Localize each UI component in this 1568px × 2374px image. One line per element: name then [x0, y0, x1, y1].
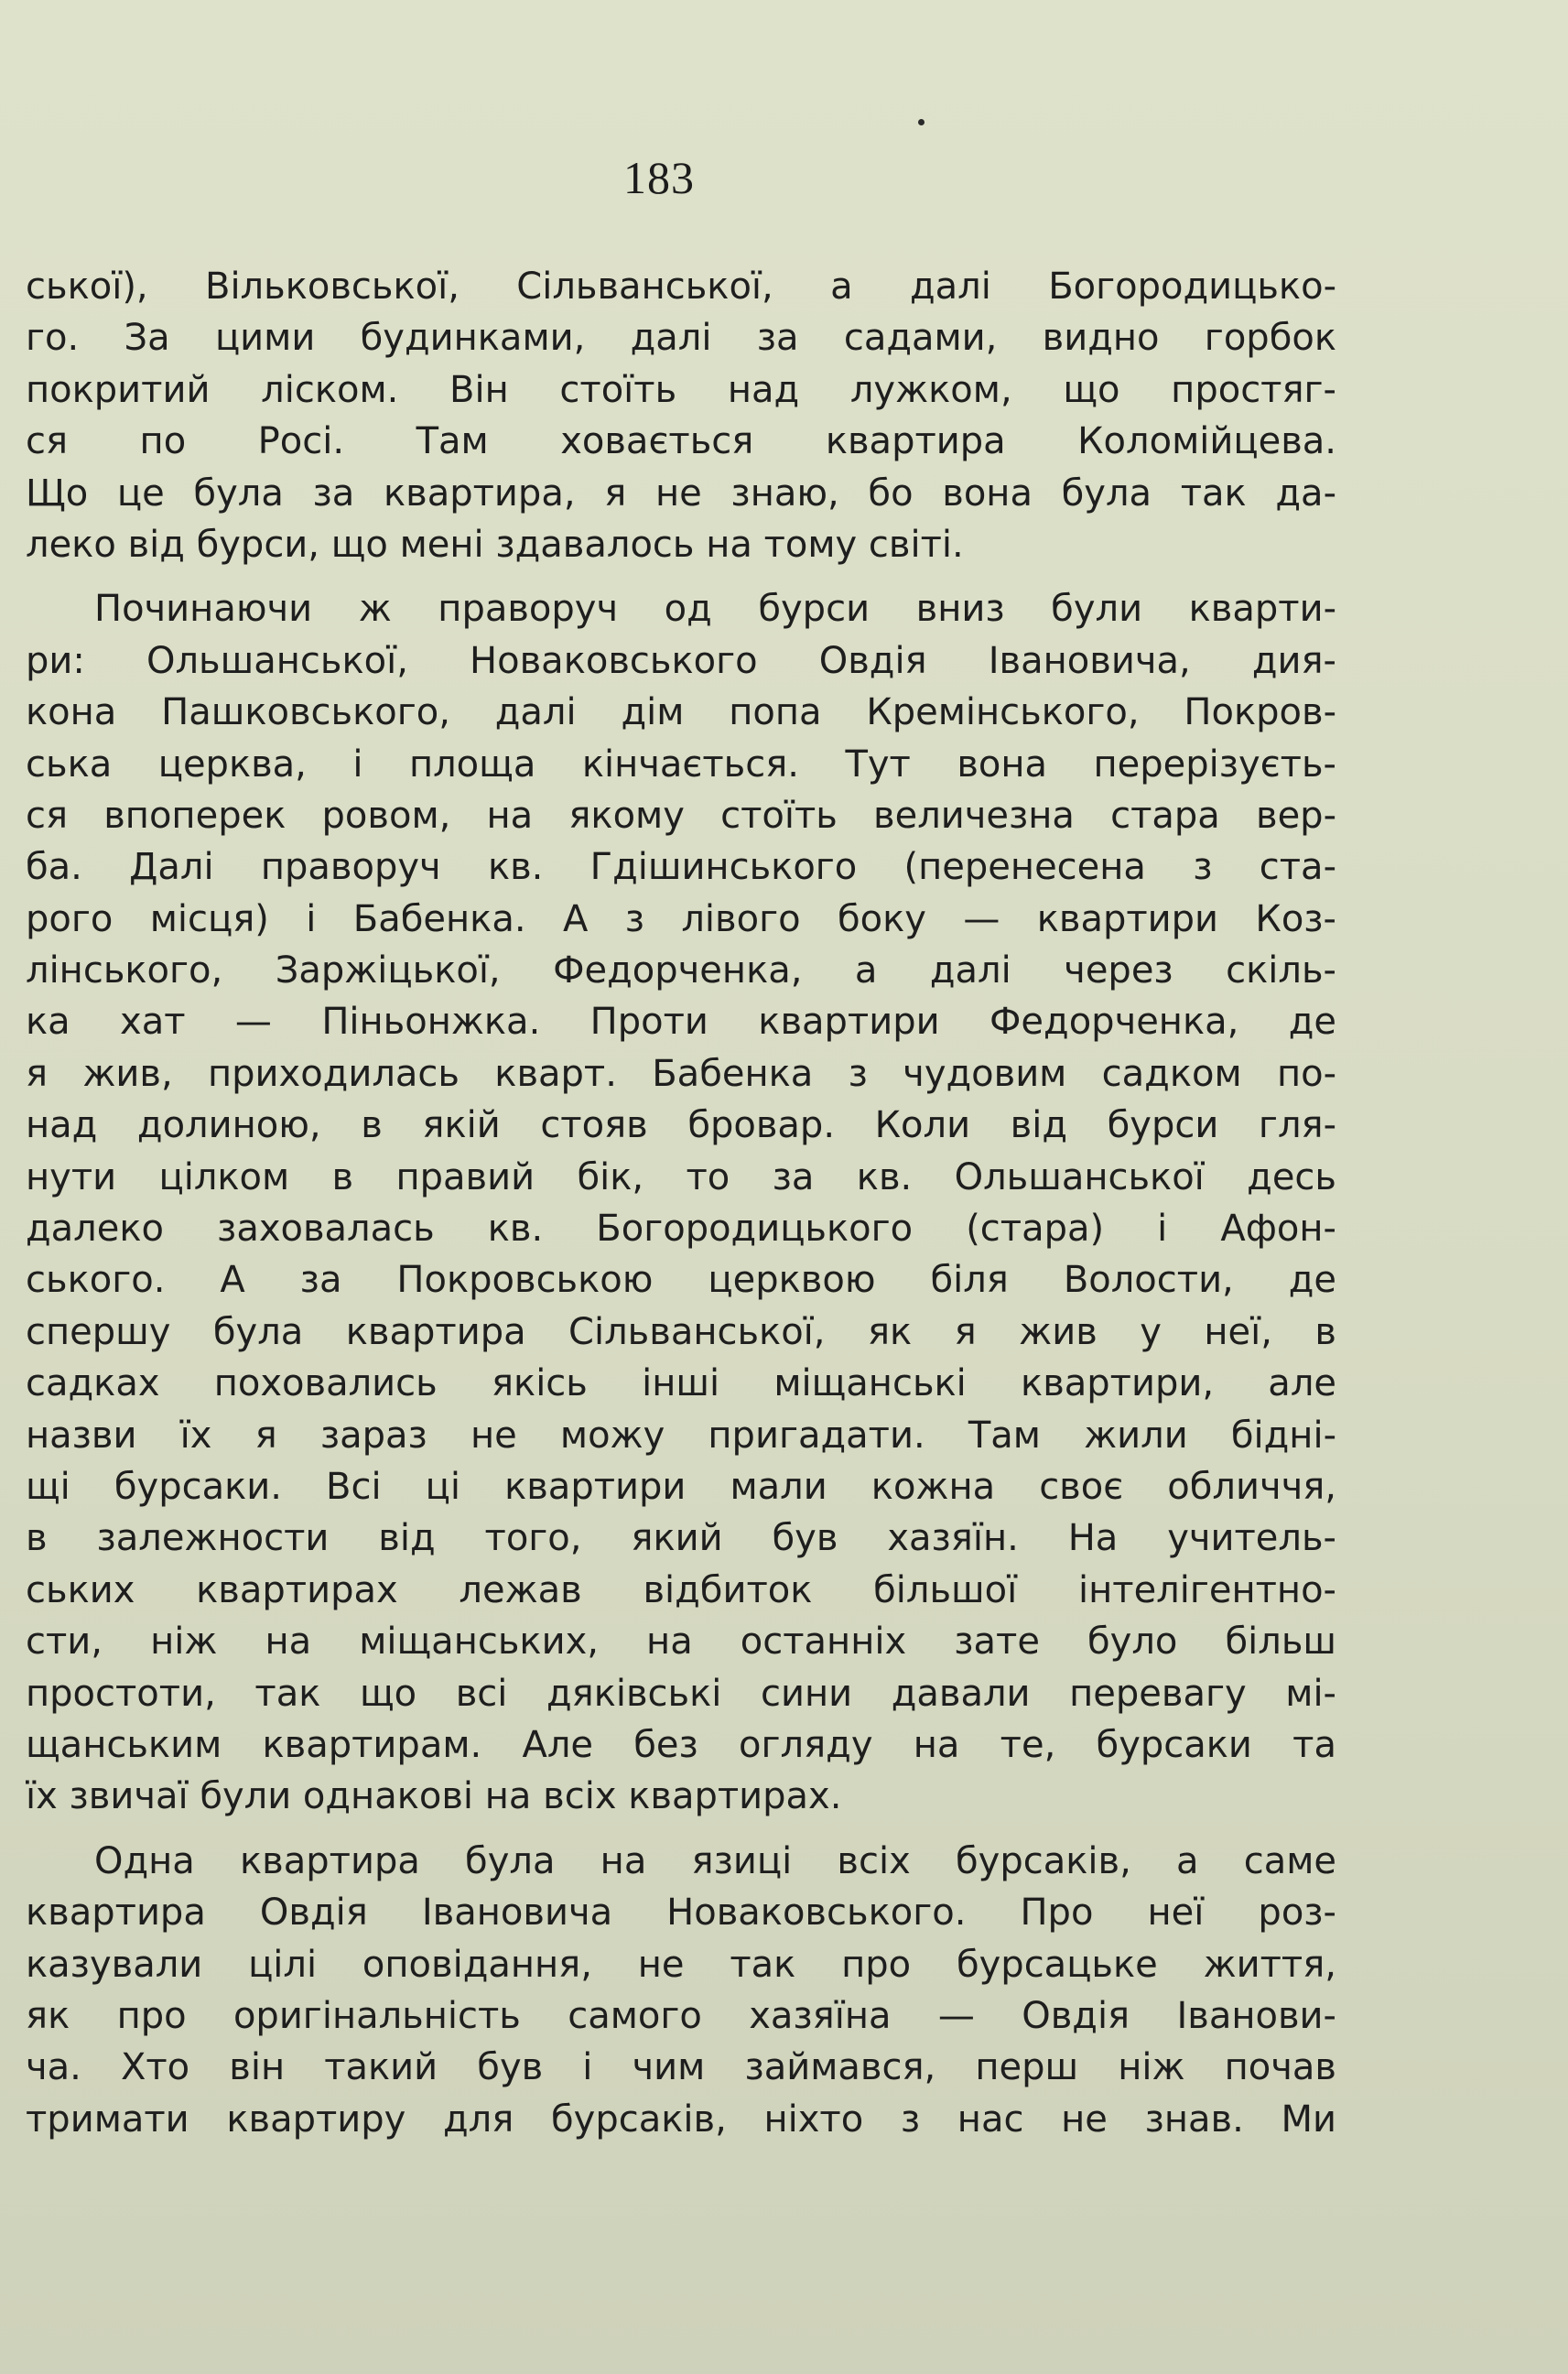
text-line: Починаючи ж праворуч од бурси вниз були кварти-	[94, 588, 1336, 631]
text-line: тримати квартиру для бурсаків, ніхто з нас не знав. Ми	[26, 2098, 1336, 2141]
text-line: го. За цими будинками, далі за садами, видно горбок	[26, 317, 1336, 360]
paragraph	[26, 1836, 1336, 2145]
text-line: в залежности від того, який був хазяїн. На учитель-	[26, 1517, 1336, 1560]
text-line: нути цілком в правий бік, то за кв. Ольшанської десь	[26, 1155, 1336, 1198]
text-line: над долиною, в якій стояв бровар. Коли від бурси гля-	[26, 1104, 1336, 1147]
text-line: садках поховались якісь інші міщанські квартири, але	[26, 1362, 1336, 1405]
text-line: покритий ліском. Він стоїть над лужком, що простяг-	[26, 368, 1336, 411]
text-line: щі бурсаки. Всі ці квартири мали кожна своє обличчя,	[26, 1465, 1336, 1508]
text-line: Що це була за квартира, я не знаю, бо вона була так да-	[26, 472, 1336, 515]
text-line: ба. Далі праворуч кв. Гдішинського (перенесена з ста-	[26, 846, 1336, 889]
text-line: щанським квартирам. Але без огляду на те, бурсаки та	[26, 1723, 1336, 1766]
text-line: ська церква, і площа кінчається. Тут вона перерізуєть-	[26, 743, 1336, 786]
paragraph	[26, 583, 1336, 1822]
text-line: простоти, так що всі дяківські сини давали перевагу мі-	[26, 1672, 1336, 1715]
text-line: я жив, приходилась кварт. Бабенка з чудовим садком по-	[26, 1052, 1336, 1095]
text-line: лінського, Заржіцької, Федорченка, а далі через скіль-	[26, 949, 1336, 992]
text-line: як про оригінальність самого хазяїна — Овдія Іванови-	[26, 1994, 1336, 2037]
text-line: казували цілі оповідання, не так про бурсацьке життя,	[26, 1943, 1336, 1986]
text-line: ри: Ольшанської, Новаковського Овдія Івановича, дия-	[26, 639, 1336, 682]
text-line: квартира Овдія Івановича Новаковського. Про неї роз-	[26, 1892, 1336, 1935]
text-line: сти, ніж на міщанських, на останніх зате було більш	[26, 1621, 1336, 1664]
text-line: леко від бурси, що мені здавалось на тому світі.	[26, 523, 964, 566]
text-line: кона Пашковського, далі дім попа Кремінського, Покров-	[26, 691, 1336, 734]
text-line: ся по Росі. Там ховається квартира Коломійцева.	[26, 420, 1336, 463]
text-line: ських квартирах лежав відбиток більшої інтелігентно-	[26, 1568, 1336, 1611]
text-line: ка хат — Піньонжка. Проти квартири Федорченка, де	[26, 1001, 1336, 1044]
text-line: далеко заховалась кв. Богородицького (стара) і Афон-	[26, 1208, 1336, 1251]
text-line: ської), Вільковської, Сільванської, а далі Богородицько-	[26, 266, 1336, 308]
text-line: ся впоперек ровом, на якому стоїть величезна стара вер-	[26, 794, 1336, 837]
text-line: ча. Хто він такий був і чим займався, перш ніж почав	[26, 2046, 1336, 2089]
paragraph	[26, 261, 1336, 570]
text-line: ського. А за Покровською церквою біля Волости, де	[26, 1259, 1336, 1302]
text-line: їх звичаї були однакові на всіх квартирах.	[26, 1775, 842, 1818]
body-text	[26, 261, 1336, 2145]
text-line: рого місця) і Бабенка. А з лівого боку — квартири Коз-	[26, 897, 1336, 940]
text-line: назви їх я зараз не можу пригадати. Там жили бідні-	[26, 1414, 1336, 1457]
ink-dot	[918, 119, 925, 125]
text-line: Одна квартира була на язиці всіх бурсаків, а саме	[94, 1839, 1336, 1882]
text-line: спершу була квартира Сільванської, як я жив у неї, в	[26, 1310, 1336, 1353]
page-number: 183	[623, 152, 695, 203]
